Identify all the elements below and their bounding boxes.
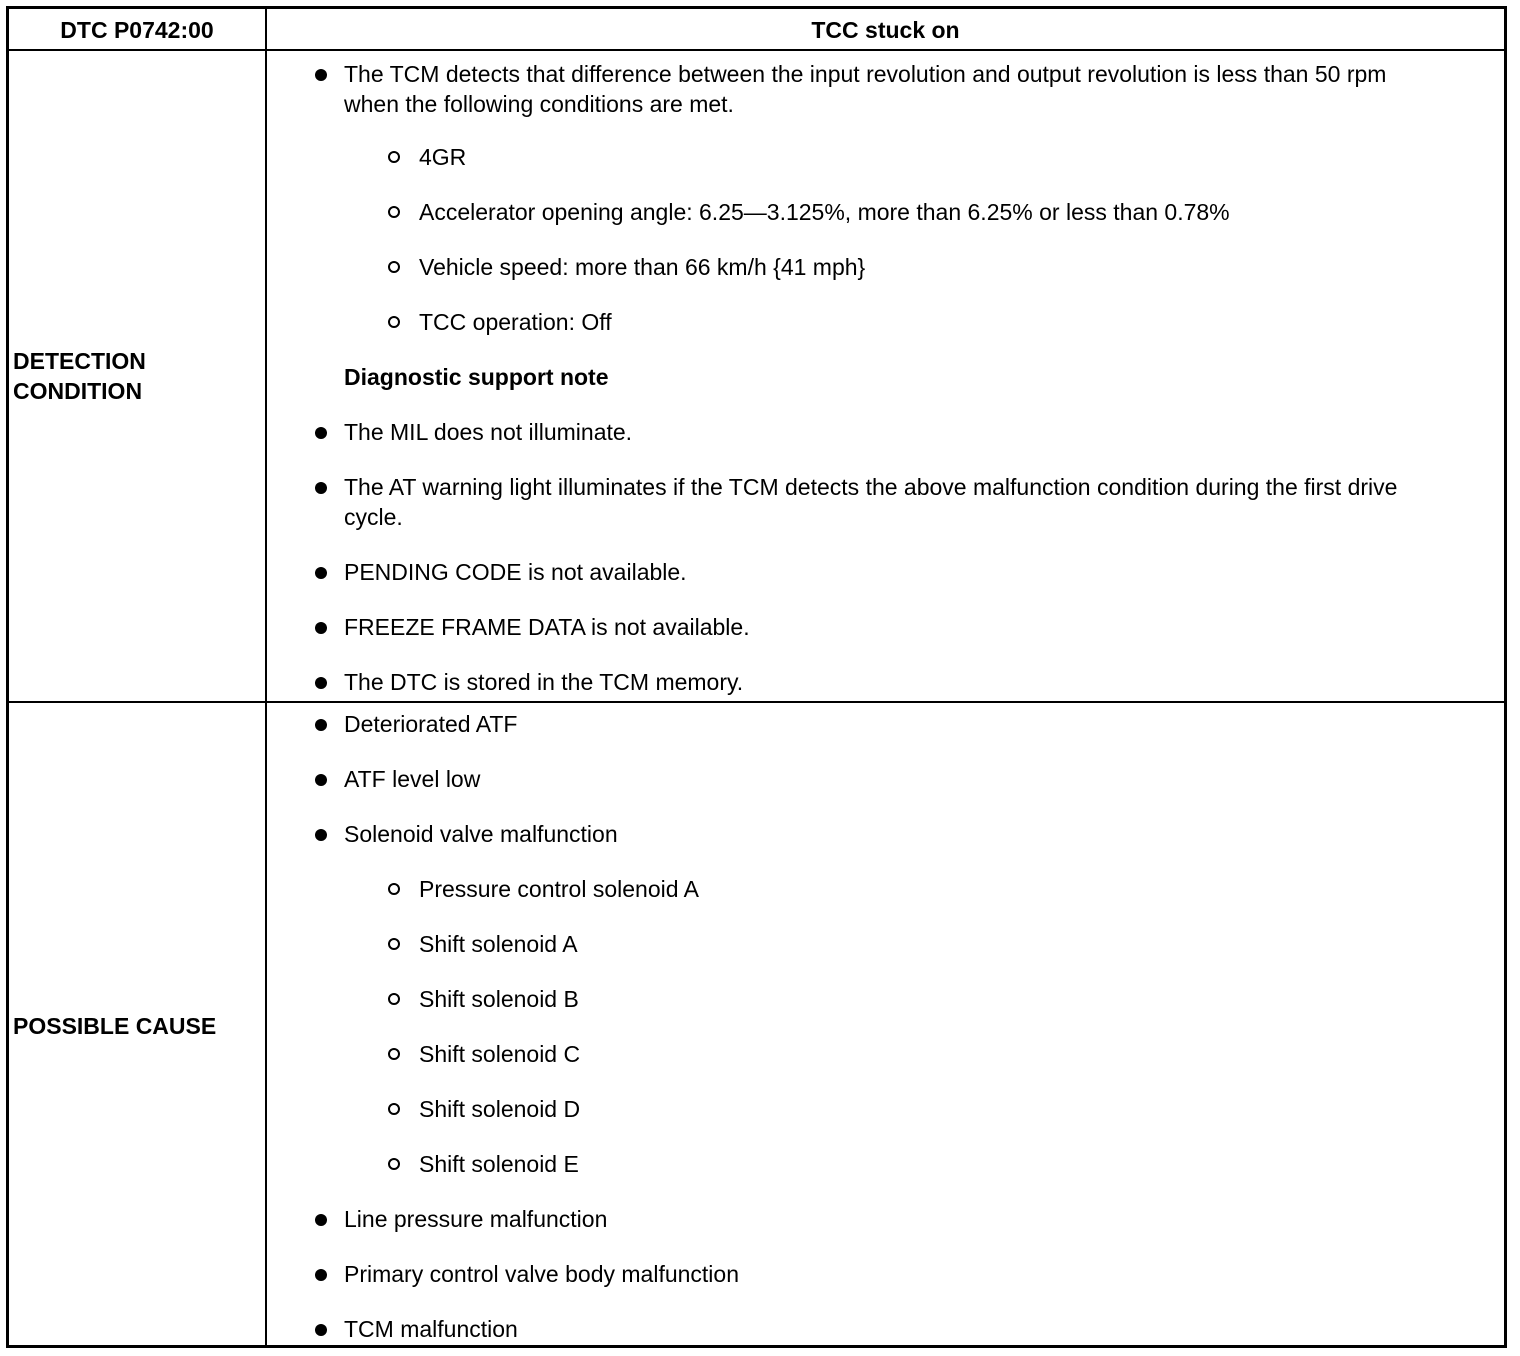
solenoid-item: Shift solenoid C — [419, 1041, 581, 1067]
note-item: The MIL does not illuminate. — [344, 419, 633, 445]
bullet-icon — [315, 482, 327, 494]
circle-bullet-icon — [388, 883, 400, 895]
bullet-icon — [315, 677, 327, 689]
circle-bullet-icon — [388, 1103, 400, 1115]
condition-item: Accelerator opening angle: 6.25—3.125%, more than 6.25% or less than 0.78% — [419, 199, 1230, 225]
condition-item: TCC operation: Off — [419, 309, 612, 335]
circle-bullet-icon — [388, 938, 400, 950]
solenoid-item: Pressure control solenoid A — [419, 876, 699, 902]
detection-condition-label: DETECTION CONDITION — [13, 348, 146, 404]
dtc-table — [6, 6, 1507, 1348]
detection-main-text: The TCM detects that difference between the input revolution and output revolution is less than 50 rpm when the following conditions are met. — [344, 61, 1387, 117]
bullet-icon — [315, 1324, 327, 1336]
circle-bullet-icon — [388, 1158, 400, 1170]
column-divider — [265, 9, 267, 1345]
cause-item: Solenoid valve malfunction — [344, 821, 618, 847]
circle-bullet-icon — [388, 993, 400, 1005]
bullet-icon — [315, 1269, 327, 1281]
note-item: The AT warning light illuminates if the TCM detects the above malfunction condition during the first drive cycle. — [344, 474, 1398, 530]
bullet-icon — [315, 622, 327, 634]
cause-item: Deteriorated ATF — [344, 711, 518, 737]
circle-bullet-icon — [388, 151, 400, 163]
possible-cause-label: POSSIBLE CAUSE — [13, 1013, 217, 1039]
solenoid-item: Shift solenoid D — [419, 1096, 581, 1122]
cause-item: ATF level low — [344, 766, 481, 792]
circle-bullet-icon — [388, 316, 400, 328]
circle-bullet-icon — [388, 206, 400, 218]
note-item: The DTC is stored in the TCM memory. — [344, 669, 744, 695]
dtc-code: DTC P0742:00 — [60, 17, 214, 43]
solenoid-item: Shift solenoid E — [419, 1151, 579, 1177]
bullet-icon — [315, 1214, 327, 1226]
cause-item: Line pressure malfunction — [344, 1206, 608, 1232]
bullet-icon — [315, 829, 327, 841]
bullet-icon — [315, 567, 327, 579]
bullet-icon — [315, 427, 327, 439]
condition-item: 4GR — [419, 144, 467, 170]
row-divider — [9, 701, 1504, 703]
dtc-title: TCC stuck on — [811, 17, 960, 43]
bullet-icon — [315, 774, 327, 786]
circle-bullet-icon — [388, 1048, 400, 1060]
diagnostic-note-heading: Diagnostic support note — [344, 364, 609, 390]
solenoid-item: Shift solenoid A — [419, 931, 578, 957]
bullet-icon — [315, 69, 327, 81]
note-item: PENDING CODE is not available. — [344, 559, 687, 585]
header-divider — [9, 49, 1504, 51]
bullet-icon — [315, 719, 327, 731]
note-item: FREEZE FRAME DATA is not available. — [344, 614, 750, 640]
condition-item: Vehicle speed: more than 66 km/h {41 mph} — [419, 254, 866, 280]
cause-item: Primary control valve body malfunction — [344, 1261, 739, 1287]
solenoid-item: Shift solenoid B — [419, 986, 579, 1012]
circle-bullet-icon — [388, 261, 400, 273]
cause-item: TCM malfunction — [344, 1316, 518, 1342]
